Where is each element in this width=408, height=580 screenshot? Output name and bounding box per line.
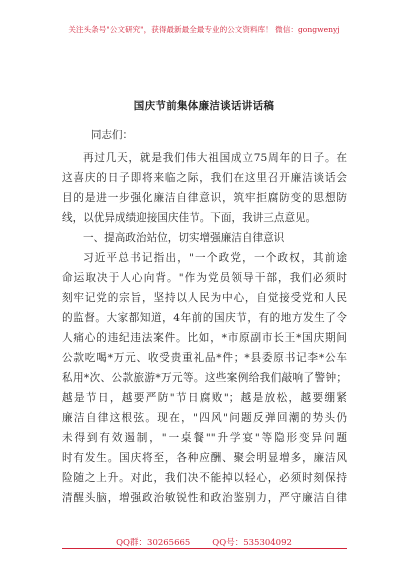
body-line: 时有发生。国庆将至，各种应酬、聚会明显增多，廉洁风 [62, 452, 347, 464]
salutation: 同志们： [91, 129, 133, 141]
body-line: 线，以优异成绩迎接国庆佳节。下面，我讲三点意见。 [62, 212, 317, 224]
body-line: 险随之上升。对此，我们决不能掉以轻心，必须时刻保持 [62, 472, 347, 484]
header-promo-note: 关注头条号"公文研究"，获得最新最全最专业的公文资料库！ 微信：gongwenyj [68, 25, 340, 34]
body-line: 未得到有效遏制，"一桌餐""升学宴"等隐形变异问题 [62, 432, 347, 444]
body-line: 廉洁自律这根弦。现在，"四风"问题反弹回潮的势头仍 [62, 412, 347, 424]
footer-qq-group: QQ群：30265665 [116, 538, 191, 548]
body-line: 清醒头脑，增强政治敏锐性和政治鉴别力，严守廉洁自律 [62, 492, 347, 504]
footer-qq-number: QQ号：535304092 [212, 538, 292, 548]
document-title: 国庆节前集体廉洁谈话讲话稿 [133, 100, 275, 112]
body-line: 公款吃喝*万元、收受贵重礼品*件；*县委原书记李*公车 [62, 352, 347, 364]
body-line: 刻牢记党的宗旨，坚持以人民为中心，自觉接受党和人民 [62, 292, 347, 304]
body-line: 命运取决于人心向背。"作为党员领导干部，我们必须时 [62, 272, 347, 284]
body-line: 习近平总书记指出，"一个政党，一个政权，其前途 [83, 252, 347, 264]
body-line: 一、提高政治站位，切实增强廉洁自律意识 [83, 232, 285, 244]
body-line: 目的是进一步强化廉洁自律意识，筑牢拒腐防变的思想防 [62, 192, 347, 204]
body-line: 私用*次、公款旅游*万元等。这些案例给我们敲响了警钟； [62, 372, 347, 384]
body-line: 这喜庆的日子即将来临之际，我们在这里召开廉洁谈话会 [62, 172, 347, 184]
footer-divider [62, 548, 347, 549]
body-line: 越是节日，越要严防"节日腐败"；越是放松，越要绷紧 [62, 392, 347, 404]
body-line: 再过几天，就是我们伟大祖国成立75周年的日子。在 [83, 152, 347, 164]
document-body [62, 148, 347, 508]
footer-contact [0, 536, 408, 548]
body-line: 的监督。大家都知道，4年前的国庆节，有的地方发生了令 [62, 312, 347, 324]
body-line: 人痛心的违纪违法案件。比如，*市原副市长王*国庆期间 [62, 332, 347, 344]
